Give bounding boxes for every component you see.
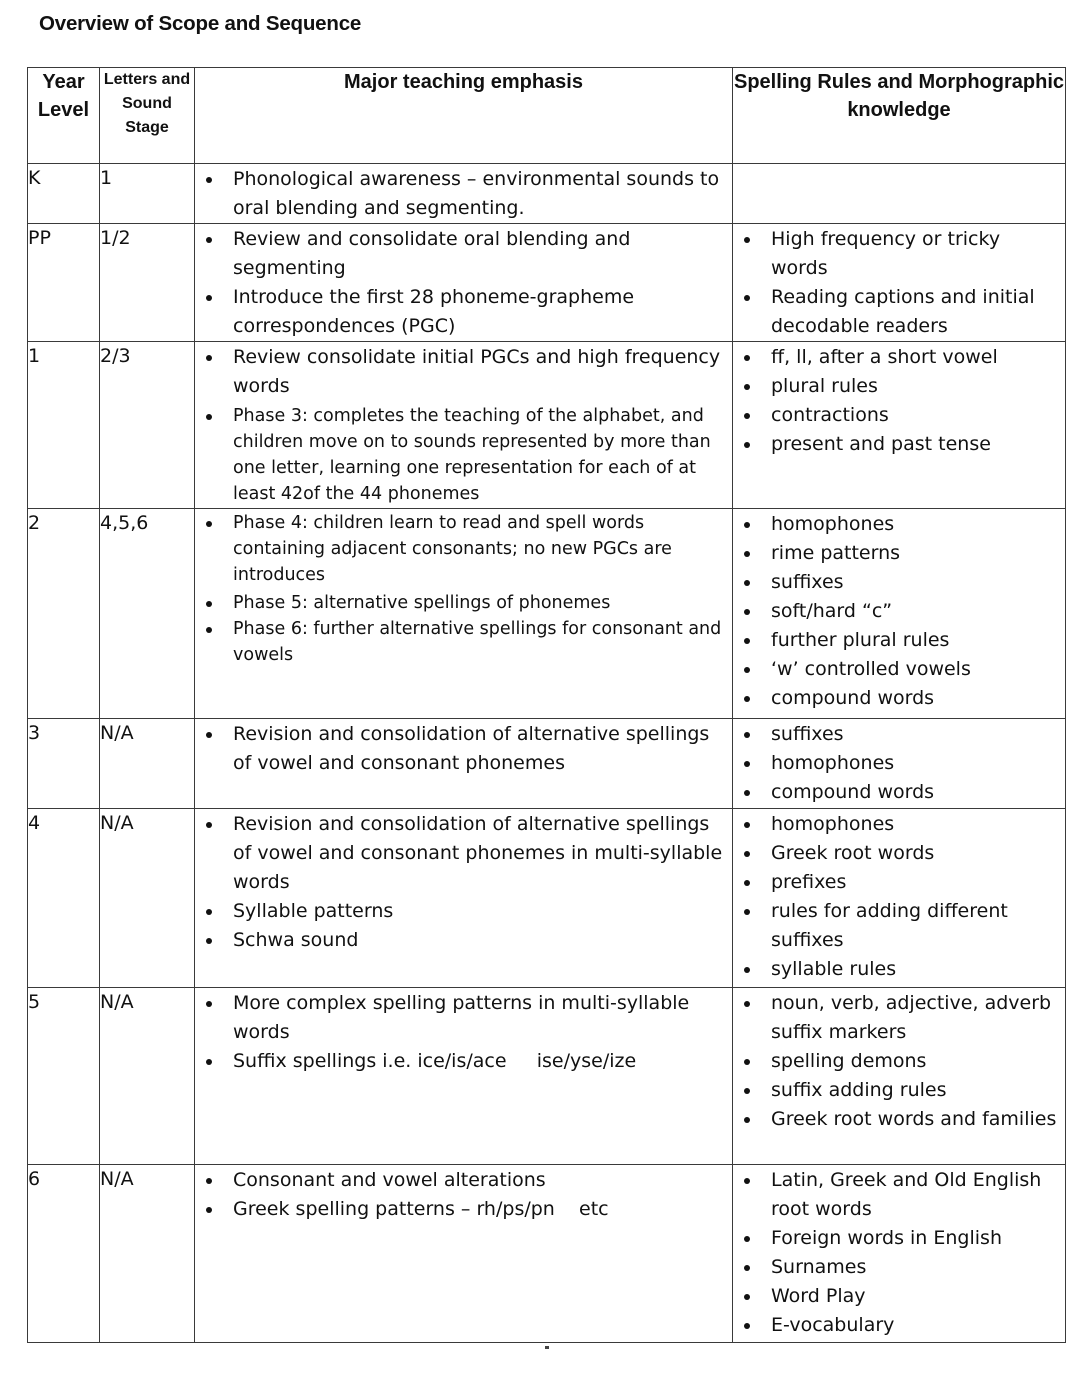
emphasis-cell (195, 164, 733, 224)
list-item: soft/hard “c” (733, 597, 1065, 626)
year-cell: 6 (28, 1165, 100, 1343)
list-item: rime patterns (733, 539, 1065, 568)
list-item: Syllable patterns (195, 897, 732, 926)
spelling-cell (733, 342, 1066, 509)
list-item: present and past tense (733, 430, 1065, 459)
list-item: homophones (733, 510, 1065, 539)
year-cell: 2 (28, 509, 100, 719)
stage-cell: N/A (100, 1165, 195, 1343)
table-row (28, 809, 1066, 988)
year-cell: PP (28, 224, 100, 342)
list-item: Introduce the first 28 phoneme-grapheme correspondences (PGC) (195, 283, 732, 341)
year-cell: 3 (28, 719, 100, 809)
list-item: Phase 5: alternative spellings of phonemes (195, 590, 732, 616)
list-item: Reading captions and initial decodable readers (733, 283, 1065, 341)
emphasis-cell (195, 988, 733, 1165)
emphasis-cell (195, 1165, 733, 1343)
page-title: Overview of Scope and Sequence (39, 12, 362, 35)
table-row (28, 224, 1066, 342)
list-item: Phonological awareness – environmental sounds to oral blending and segmenting. (195, 165, 732, 223)
spelling-cell (733, 509, 1066, 719)
spelling-cell (733, 1165, 1066, 1343)
table-row (28, 1165, 1066, 1343)
list-item: Greek spelling patterns – rh/ps/pn etc (195, 1195, 732, 1224)
year-cell: 5 (28, 988, 100, 1165)
spelling-cell (733, 809, 1066, 988)
list-item: Surnames (733, 1253, 1065, 1282)
list-item: Greek root words (733, 839, 1065, 868)
table-row (28, 988, 1066, 1165)
list-item: Latin, Greek and Old English root words (733, 1166, 1065, 1224)
emphasis-cell (195, 809, 733, 988)
list-item: prefixes (733, 868, 1065, 897)
list-item: suffix adding rules (733, 1076, 1065, 1105)
emphasis-cell (195, 719, 733, 809)
list-item: noun, verb, adjective, adverb suffix markers (733, 989, 1065, 1047)
list-item: Revision and consolidation of alternative spellings of vowel and consonant phonemes in multi-syllable words (195, 810, 732, 897)
year-cell: 1 (28, 342, 100, 509)
stage-cell: 1 (100, 164, 195, 224)
list-item: compound words (733, 778, 1065, 807)
header-letters-sound-stage: Letters and Sound Stage (100, 68, 195, 164)
list-item: Schwa sound (195, 926, 732, 955)
year-cell: 4 (28, 809, 100, 988)
list-item: Phase 6: further alternative spellings for consonant and vowels (195, 616, 732, 668)
list-item: Revision and consolidation of alternative spellings of vowel and consonant phonemes (195, 720, 732, 778)
table-row (28, 342, 1066, 509)
list-item: suffixes (733, 568, 1065, 597)
list-item: compound words (733, 684, 1065, 713)
list-item: Consonant and vowel alterations (195, 1166, 732, 1195)
emphasis-cell (195, 509, 733, 719)
list-item: spelling demons (733, 1047, 1065, 1076)
stage-cell: 4,5,6 (100, 509, 195, 719)
year-cell: K (28, 164, 100, 224)
header-spelling-rules: Spelling Rules and Morphographic knowledge (733, 68, 1066, 164)
stage-cell: N/A (100, 988, 195, 1165)
header-year-level: Year Level (28, 68, 100, 164)
list-item: High frequency or tricky words (733, 225, 1065, 283)
list-item: syllable rules (733, 955, 1065, 984)
list-item: ff, ll, after a short vowel (733, 343, 1065, 372)
list-item: rules for adding different suffixes (733, 897, 1065, 955)
list-item: Suffix spellings i.e. ice/is/ace ise/yse/ize (195, 1047, 732, 1076)
spelling-cell (733, 719, 1066, 809)
emphasis-cell (195, 342, 733, 509)
list-item: Phase 4: children learn to read and spell words containing adjacent consonants; no new PGCs are introduces (195, 510, 732, 588)
scope-sequence-table (27, 67, 1066, 1343)
list-item: Review consolidate initial PGCs and high frequency words (195, 343, 732, 401)
list-item: More complex spelling patterns in multi-syllable words (195, 989, 732, 1047)
emphasis-cell (195, 224, 733, 342)
list-item: Foreign words in English (733, 1224, 1065, 1253)
page-number-mark (545, 1346, 549, 1349)
spelling-cell (733, 988, 1066, 1165)
stage-cell: N/A (100, 809, 195, 988)
stage-cell: N/A (100, 719, 195, 809)
stage-cell: 1/2 (100, 224, 195, 342)
list-item: E-vocabulary (733, 1311, 1065, 1340)
header-row (28, 68, 1066, 164)
header-major-teaching-emphasis: Major teaching emphasis (195, 68, 733, 164)
list-item: ‘w’ controlled vowels (733, 655, 1065, 684)
spelling-cell (733, 224, 1066, 342)
stage-cell: 2/3 (100, 342, 195, 509)
list-item: homophones (733, 749, 1065, 778)
list-item: plural rules (733, 372, 1065, 401)
list-item: homophones (733, 810, 1065, 839)
list-item: further plural rules (733, 626, 1065, 655)
list-item: Review and consolidate oral blending and segmenting (195, 225, 732, 283)
list-item: contractions (733, 401, 1065, 430)
spelling-cell (733, 164, 1066, 224)
table-row (28, 719, 1066, 809)
list-item: Word Play (733, 1282, 1065, 1311)
list-item: suffixes (733, 720, 1065, 749)
list-item: Phase 3: completes the teaching of the alphabet, and children move on to sounds represented by more than one letter, learning one representation for each of at least 42of the 44 phonemes (195, 403, 732, 507)
table-row (28, 164, 1066, 224)
list-item: Greek root words and families (733, 1105, 1065, 1134)
table-row (28, 509, 1066, 719)
